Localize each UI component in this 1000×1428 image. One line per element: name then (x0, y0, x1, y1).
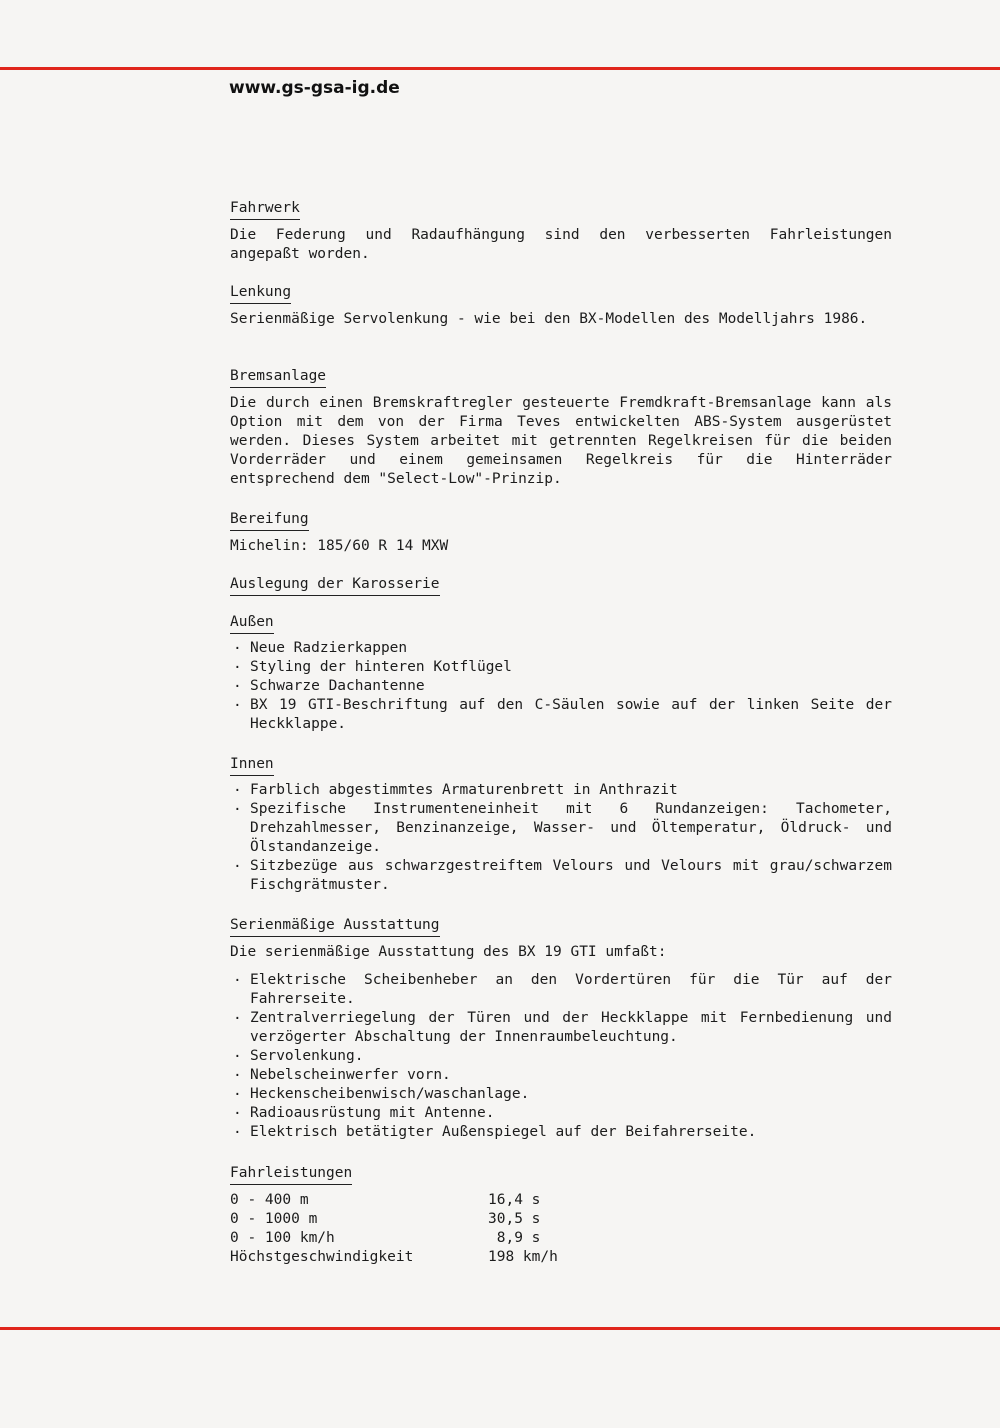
performance-value: 30,5 s (488, 1211, 541, 1227)
table-row (230, 1210, 558, 1229)
heading-bereifung: Bereifung (230, 510, 309, 531)
section-fahrwerk (230, 197, 892, 264)
section-karosserie (230, 573, 892, 596)
heading-karosserie: Auslegung der Karosserie (230, 575, 440, 596)
heading-aussen: Außen (230, 613, 274, 634)
list-item: . Farblich abgestimmtes Armaturenbrett in Anthrazit (230, 781, 892, 800)
list-item: . Spezifische Instrumenteneinheit mit 6 Rundanzeigen: Tachometer, Drehzahlmesser, Benzinanzeige, Wasser- und Öltemperatur, Öldruck- und Ölstandanzeige. (230, 800, 892, 857)
list-item: . Servolenkung. (230, 1047, 892, 1066)
list-item: . Radioausrüstung mit Antenne. (230, 1104, 892, 1123)
section-innen (230, 753, 892, 895)
list-item: . Elektrisch betätigter Außenspiegel auf der Beifahrerseite. (230, 1123, 892, 1142)
section-ausstattung (230, 914, 892, 1142)
list-innen (230, 781, 892, 895)
list-aussen (230, 639, 892, 734)
heading-innen: Innen (230, 755, 274, 776)
heading-lenkung: Lenkung (230, 283, 291, 304)
text-fahrwerk: Die Federung und Radaufhängung sind den verbesserten Fahrleistungen angepaßt worden. (230, 227, 892, 262)
list-item: . Sitzbezüge aus schwarzgestreiftem Velours und Velours mit grau/schwarzem Fischgrätmuster. (230, 857, 892, 895)
performance-label: 0 - 100 km/h (230, 1230, 335, 1246)
section-bereifung (230, 508, 892, 556)
bottom-red-rule (0, 1327, 1000, 1330)
section-bremsanlage (230, 365, 892, 489)
list-item: . Zentralverriegelung der Türen und der Heckklappe mit Fernbedienung und verzögerter Abschaltung der Innenraumbeleuchtung. (230, 1009, 892, 1047)
list-ausstattung (230, 971, 892, 1142)
list-item: . Heckenscheibenwisch/waschanlage. (230, 1085, 892, 1104)
website-url: www.gs-gsa-ig.de (229, 78, 400, 98)
performance-value: 8,9 s (488, 1230, 541, 1246)
performance-label: Höchstgeschwindigkeit (230, 1249, 414, 1265)
performance-value: 16,4 s (488, 1192, 541, 1208)
list-item: . Elektrische Scheibenheber an den Vordertüren für die Tür auf der Fahrerseite. (230, 971, 892, 1009)
performance-label: 0 - 400 m (230, 1192, 309, 1208)
table-row (230, 1191, 558, 1210)
table-row (230, 1248, 558, 1267)
list-item: . Schwarze Dachantenne (230, 677, 892, 696)
text-lenkung: Serienmäßige Servolenkung - wie bei den BX-Modellen des Modelljahrs 1986. (230, 311, 868, 327)
list-item: . Styling der hinteren Kotflügel (230, 658, 892, 677)
performance-value: 198 km/h (488, 1249, 558, 1265)
top-red-rule (0, 67, 1000, 70)
text-bereifung: Michelin: 185/60 R 14 MXW (230, 538, 449, 554)
heading-fahrleistungen: Fahrleistungen (230, 1164, 352, 1185)
section-fahrleistungen (230, 1162, 892, 1267)
table-row (230, 1229, 558, 1248)
list-item: . Neue Radzierkappen (230, 639, 892, 658)
heading-fahrwerk: Fahrwerk (230, 199, 300, 220)
heading-ausstattung: Serienmäßige Ausstattung (230, 916, 440, 937)
list-item: . Nebelscheinwerfer vorn. (230, 1066, 892, 1085)
heading-bremsanlage: Bremsanlage (230, 367, 326, 388)
section-lenkung (230, 281, 892, 329)
text-ausstattung-intro: Die serienmäßige Ausstattung des BX 19 GTI umfaßt: (230, 944, 667, 960)
text-bremsanlage: Die durch einen Bremskraftregler gesteuerte Fremdkraft-Bremsanlage kann als Option mit dem von der Firma Teves entwickelten ABS-System ausgerüstet werden. Dieses System arbeitet mit getrennten Regelkreisen für die beiden Vorderräder und einem gemeinsamen Regelkreis für die Hinterräder entsprechend dem "Select-Low"-Prinzip. (230, 395, 892, 487)
performance-table (230, 1191, 558, 1267)
section-aussen (230, 611, 892, 734)
performance-label: 0 - 1000 m (230, 1211, 318, 1227)
list-item: . BX 19 GTI-Beschriftung auf den C-Säulen sowie auf der linken Seite der Heckklappe. (230, 696, 892, 734)
